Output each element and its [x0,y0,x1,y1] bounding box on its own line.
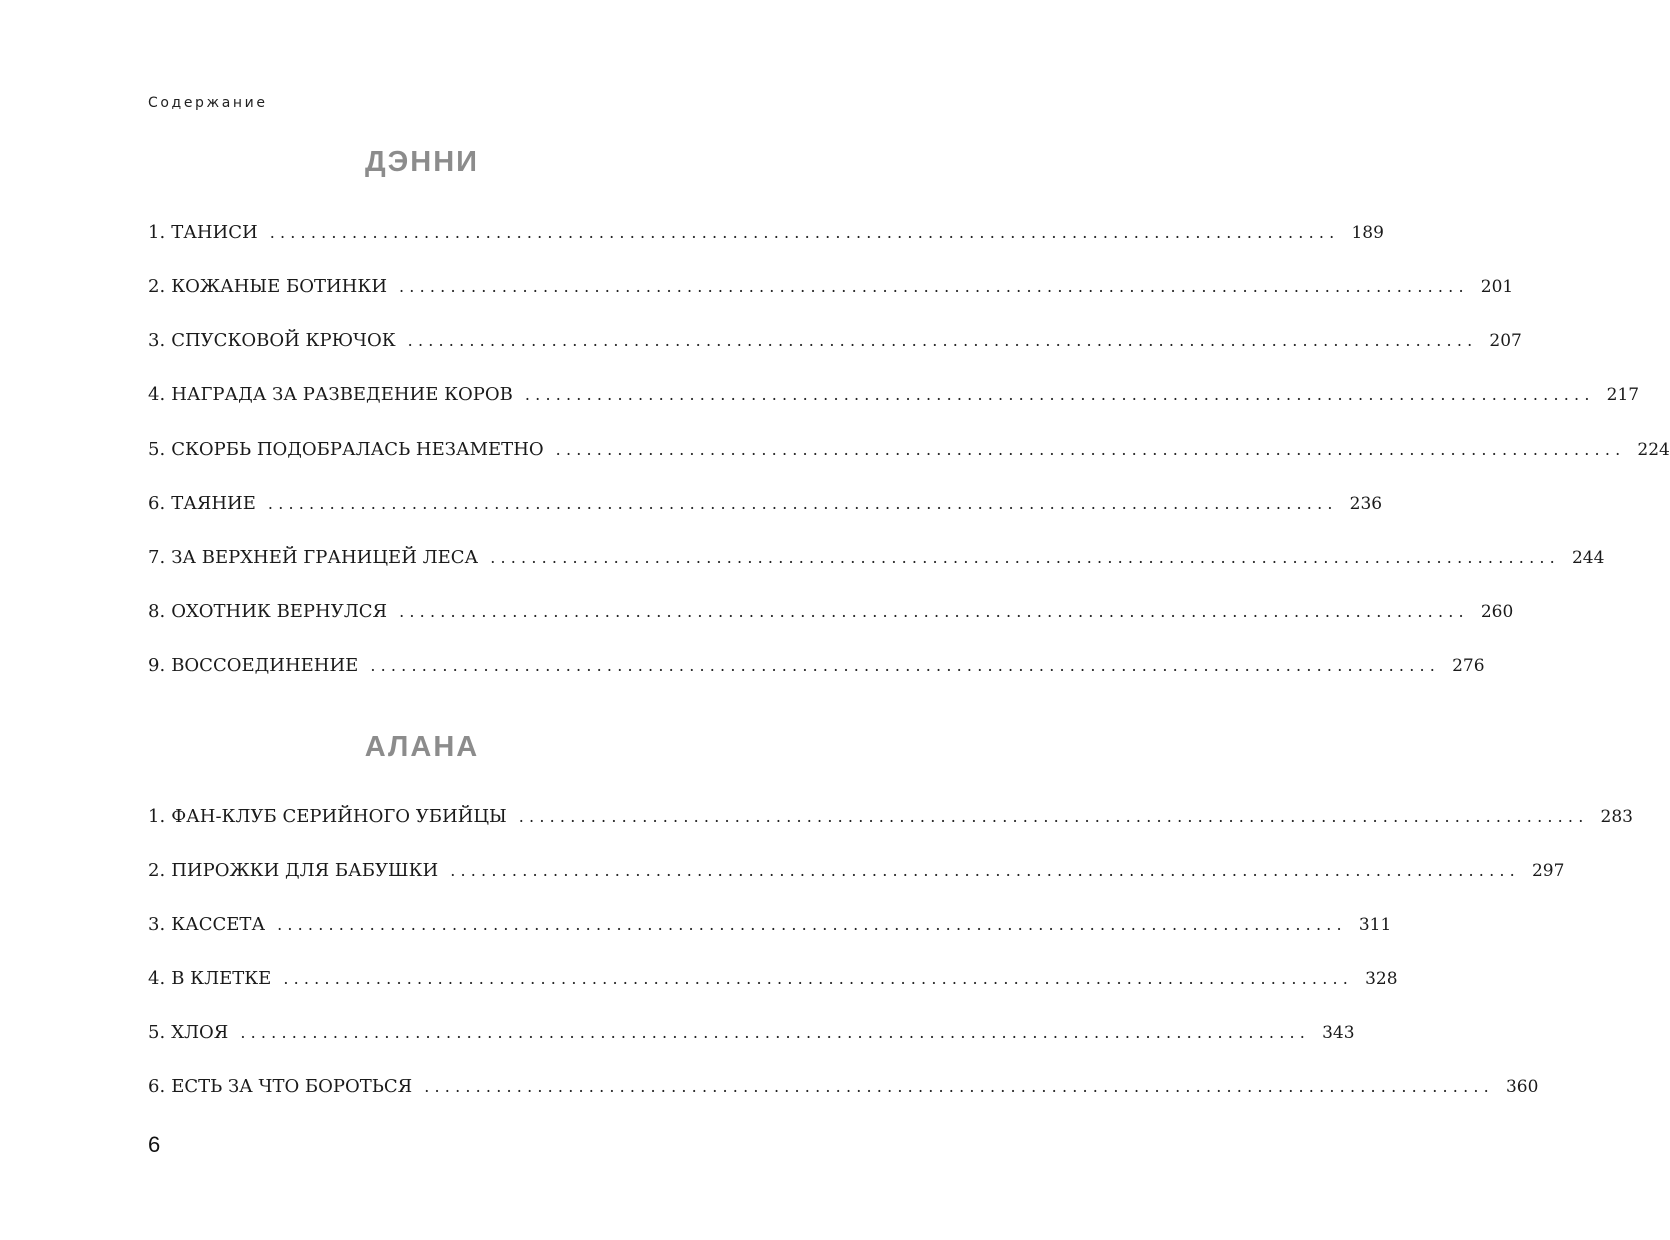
toc-entry-number: 4. [148,968,166,989]
section-title-alana: АЛАНА [364,731,480,763]
toc-entry-title: ТАЯНИЕ [171,493,256,514]
toc-entry[interactable] [148,1076,1539,1106]
toc-entry-number: 6. [148,493,166,514]
toc-entry[interactable] [148,547,1605,577]
toc-entry[interactable] [148,1022,1355,1052]
toc-entry-page: 201 [1480,277,1514,297]
toc-entry-page: 360 [1505,1077,1539,1097]
leader-dots: ........................................................................................................ [524,385,1595,404]
toc-entry-title: В КЛЕТКЕ [171,968,272,989]
leader-dots: ........................................................................................................ [277,915,1347,934]
page-number: 6 [148,1132,161,1157]
toc-entry[interactable] [148,439,1670,469]
toc-entry-number: 5. [148,439,166,460]
toc-entry-page: 224 [1637,440,1670,460]
toc-entry-title: НАГРАДА ЗА РАЗВЕДЕНИЕ КОРОВ [171,384,513,405]
toc-entry-number: 4. [148,384,166,405]
toc-entry-number: 3. [148,914,166,935]
toc-entry[interactable] [148,968,1398,998]
toc-entry-page: 260 [1480,602,1514,622]
toc-entry-number: 2. [148,276,166,297]
toc-entry-number: 8. [148,601,166,622]
toc-entry-number: 6. [148,1076,166,1097]
leader-dots: ........................................................................................................ [407,331,1478,350]
leader-dots: ........................................................................................................ [283,969,1354,988]
toc-entry-page: 328 [1365,969,1398,989]
toc-entry-page: 207 [1489,331,1522,351]
toc-entry-page: 276 [1452,656,1485,676]
toc-entry-number: 1. [148,806,166,827]
toc-entry-title: ФАН-КЛУБ СЕРИЙНОГО УБИЙЦЫ [171,806,507,827]
toc-entry-title: ХЛОЯ [171,1022,229,1043]
toc-entry-number: 9. [148,655,166,676]
leader-dots: ........................................................................................................ [370,656,1441,675]
toc-entry-title: ТАНИСИ [171,222,258,243]
toc-entry-page: 311 [1358,915,1392,935]
toc-entry-number: 3. [148,330,166,351]
toc-entry-page: 343 [1322,1023,1355,1043]
leader-dots: ........................................................................................................ [267,494,1338,513]
toc-entry[interactable] [148,493,1383,523]
toc-entry-page: 236 [1349,494,1383,514]
toc-entry-page: 244 [1571,548,1605,568]
toc-entry-title: ПИРОЖКИ ДЛЯ БАБУШКИ [171,860,439,881]
toc-entry[interactable] [148,914,1392,944]
toc-entry-page: 217 [1606,385,1640,405]
toc-entry[interactable] [148,655,1485,685]
toc-entry[interactable] [148,222,1384,252]
leader-dots: ........................................................................................................ [240,1023,1311,1042]
toc-entry-number: 2. [148,860,166,881]
toc-entry-page: 283 [1600,807,1633,827]
leader-dots: ........................................................................................................ [518,807,1589,826]
leader-dots: ........................................................................................................ [450,861,1520,880]
toc-entry-page: 189 [1351,223,1384,243]
toc-entry-number: 1. [148,222,166,243]
running-header: Содержание [148,95,268,111]
leader-dots: ........................................................................................................ [490,548,1560,567]
toc-entry[interactable] [148,330,1522,360]
toc-entry-title: ЕСТЬ ЗА ЧТО БОРОТЬСЯ [171,1076,413,1097]
toc-entry-number: 5. [148,1022,166,1043]
toc-entry[interactable] [148,860,1565,890]
leader-dots: ........................................................................................................ [424,1077,1494,1096]
toc-entry-title: СКОРБЬ ПОДОБРАЛАСЬ НЕЗАМЕТНО [171,439,544,460]
leader-dots: ........................................................................................................ [399,277,1469,296]
toc-entry-page: 297 [1531,861,1565,881]
toc-entry[interactable] [148,384,1640,414]
leader-dots: ........................................................................................................ [269,223,1340,242]
section-title-denny: ДЭННИ [364,146,480,178]
toc-entry[interactable] [148,276,1514,306]
toc-entry-title: ОХОТНИК ВЕРНУЛСЯ [171,601,388,622]
toc-entry-number: 7. [148,547,166,568]
toc-entry[interactable] [148,806,1633,836]
toc-entry-title: КОЖАНЫЕ БОТИНКИ [171,276,388,297]
toc-entry-title: ВОССОЕДИНЕНИЕ [171,655,359,676]
toc-entry-title: ЗА ВЕРХНЕЙ ГРАНИЦЕЙ ЛЕСА [171,547,479,568]
toc-entry-title: СПУСКОВОЙ КРЮЧОК [171,330,396,351]
toc-entry-title: КАССЕТА [171,914,266,935]
toc-entry[interactable] [148,601,1514,631]
leader-dots: ........................................................................................................ [555,440,1626,459]
leader-dots: ........................................................................................................ [399,602,1469,621]
